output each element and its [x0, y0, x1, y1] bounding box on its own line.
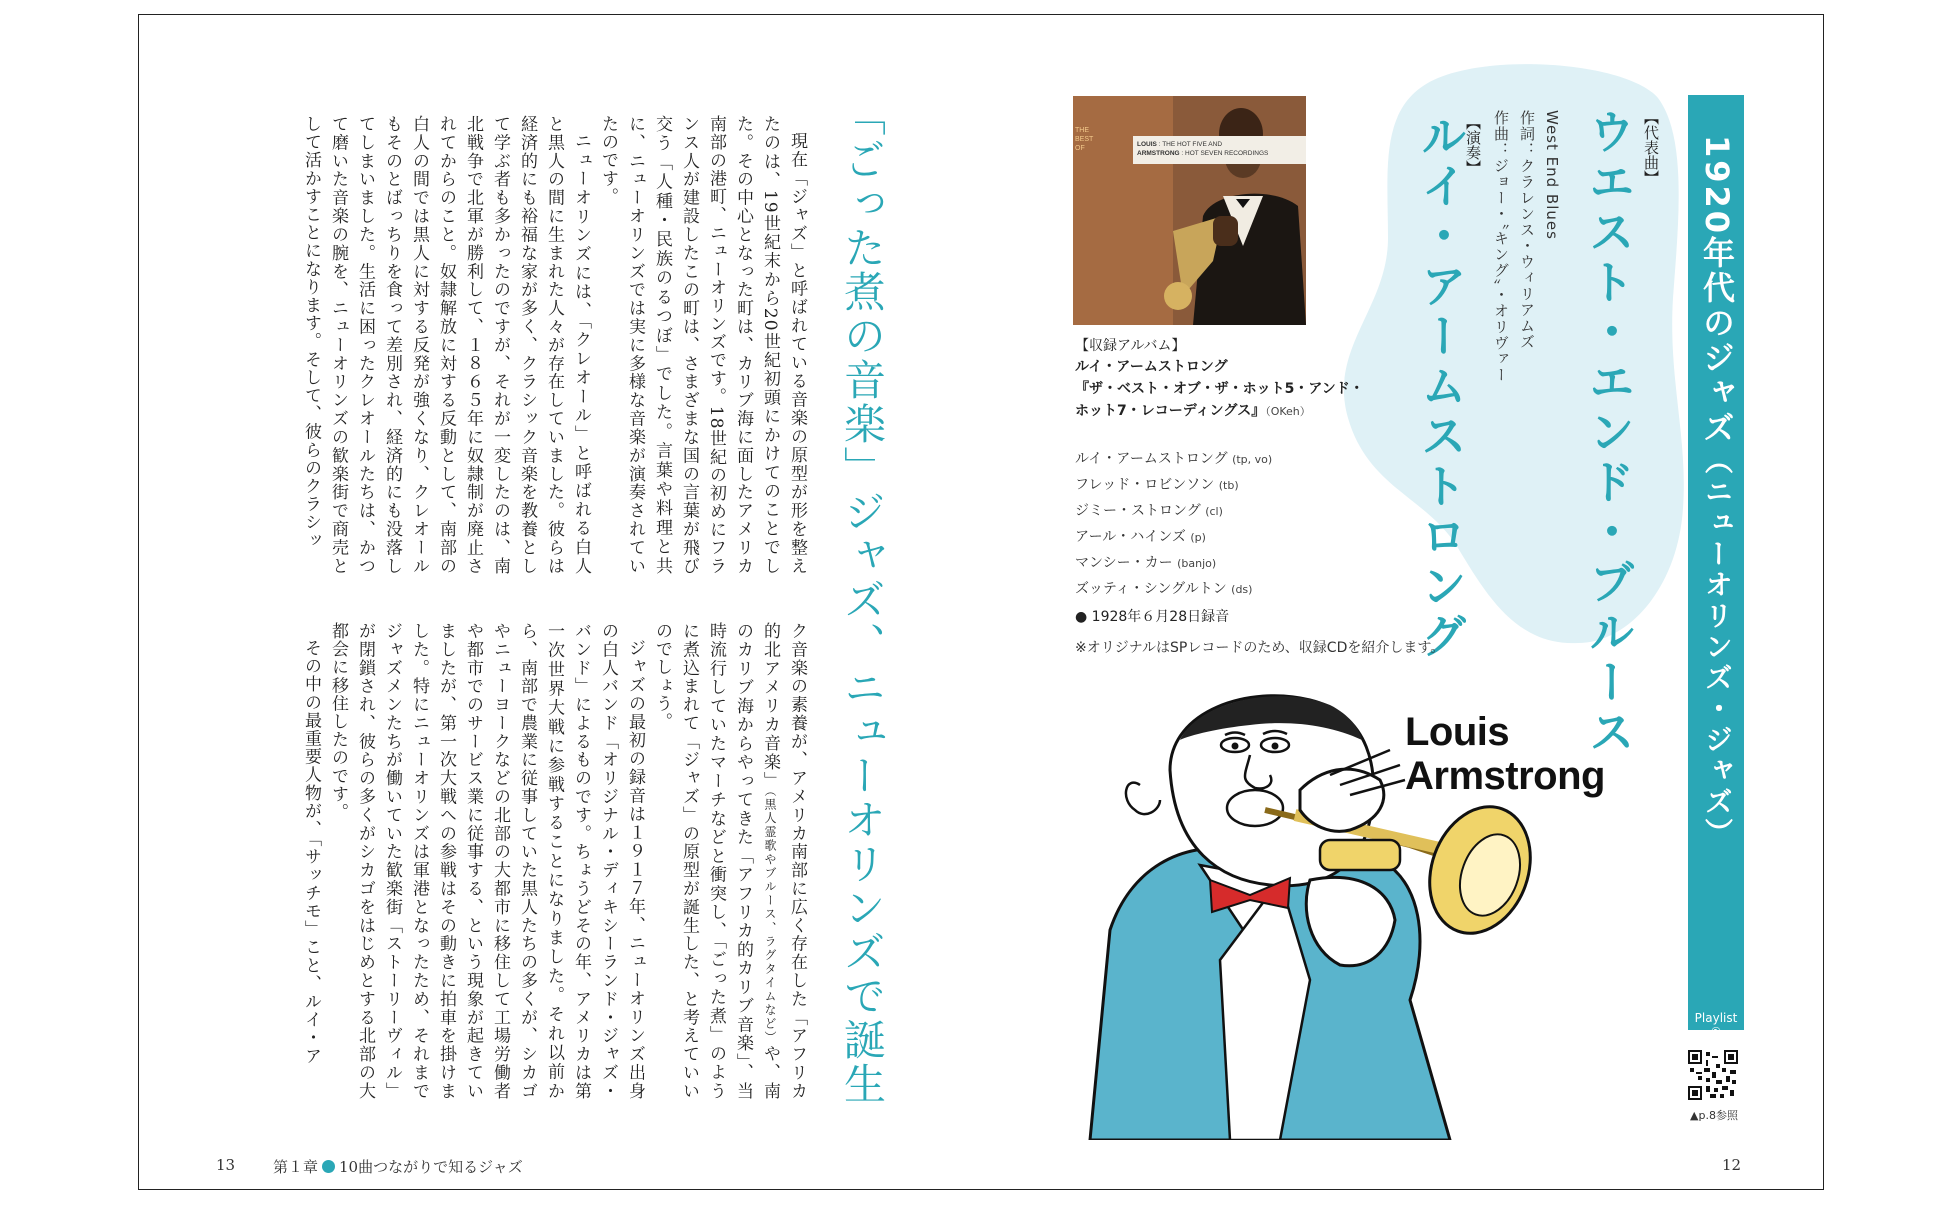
album-cover-photo — [1073, 96, 1306, 325]
paragraph: ク音楽の素養が、アメリカ南部に広く存在した「アフリカ的北アメリカ音楽」（黒人霊歌やブルース、ラグタイムなど）や、南のカリブ海からやってきた「アフリカ的カリブ音楽」、当時流行していたマーチなどと衝突し、「ごった煮」のように煮込まれて「ジャズ」の原型が誕生した、と考えていいのでしょう。 — [652, 622, 807, 1100]
paragraph: その中の最重要人物が、「サッチモ」こと、ルイ・ア — [301, 639, 321, 1065]
album-cover — [1073, 96, 1306, 325]
rep-song-tag: 【代表曲】 — [1642, 110, 1660, 185]
album-cover-top-text: THE BEST OF — [1075, 127, 1094, 152]
cd-note: ※オリジナルはSPレコードのため、収録CDを紹介します。 — [1075, 640, 1445, 656]
composer-credit: 作曲：ジョー・〝キング〟・オリヴァー — [1492, 110, 1510, 383]
section-title-main: 1920年代のジャズ — [1698, 135, 1736, 447]
playlist-badge — [1688, 1011, 1744, 1039]
performer-name: ルイ・アームストロング — [1414, 112, 1468, 662]
song-title-english: West End Blues — [1543, 110, 1561, 240]
section-title-sub: （ニューオリンズ・ジャズ） — [1701, 446, 1734, 850]
lyricist-credit: 作詞：クラレンス・ウィリアムズ — [1518, 110, 1536, 350]
song-title: ウエスト・エンド・ブルース — [1582, 108, 1636, 758]
personnel-item: マンシー・カー (banjo) — [1075, 555, 1217, 571]
playlist-number: ① — [1710, 1025, 1722, 1039]
qr-note: ▲p.8参照 — [1690, 1109, 1738, 1122]
article-column-upper — [210, 115, 810, 575]
album-tag: 【収録アルバム】 — [1075, 338, 1186, 354]
personnel-item: フレッド・ロビンソン (tb) — [1075, 477, 1239, 493]
page-number-right: 12 — [1722, 1156, 1742, 1174]
personnel-item: ズッティ・シングルトン (ds) — [1075, 581, 1253, 597]
album-title-line1: 『ザ・ベスト・オブ・ザ・ホット5・アンド・ — [1075, 381, 1364, 397]
personnel-item: ジミー・ストロング (cl) — [1075, 503, 1223, 519]
qr-code-icon[interactable] — [1688, 1050, 1738, 1100]
paragraph: ニューオリンズには、「クレオール」と呼ばれる白人と黒人の間に生まれた人々が存在していました。彼らは経済的にも裕福な家が多く、クラシック音楽を教養として学ぶ者も多かったのですが、それが一変したのは、南北戦争で北軍が勝利して、１８６５年に奴隷制が廃止されてからのこと。奴隷解放に対する反動として、南部の白人の間では黒人に対する反発が強くなり、クレオールもそのとばっちりを食って差別され、経済的にも没落してしまいました。生活に困ったクレオールたちは、かつて磨いた音楽の腕を、ニューオリンズの歓楽街で商売として活かすことになります。そして、彼らのクラシッ — [301, 115, 591, 575]
album-title-line2: ホット7・レコーディングス』（OKeh） — [1075, 403, 1311, 419]
recording-date: ● 1928年６月28日録音 — [1075, 609, 1230, 625]
section-title — [1694, 135, 1740, 849]
page-number-left: 13 — [216, 1156, 236, 1174]
personnel-item: ルイ・アームストロング (tp, vo) — [1075, 451, 1273, 467]
article-column-lower — [210, 622, 810, 1100]
bullet-dot-icon — [322, 1160, 335, 1173]
album-label: （OKeh） — [1265, 405, 1311, 418]
album-artist: ルイ・アームストロング — [1075, 359, 1228, 375]
illustration-caption: Louis Armstrong — [1405, 710, 1605, 798]
paragraph: 現在「ジャズ」と呼ばれている音楽の原型が形を整えたのは、19世紀末から20世紀初頭にかけてのことでした。その中心となった町は、カリブ海に面したアメリカ南部の港町、ニューオリンズです。18世紀の初めにフランス人が建設したこの町は、さまざまな国の言葉が飛び交う「人種・民族のるつぼ」でした。言葉や料理と共に、ニューオリンズでは実に多様な音楽が演奏されていたのです。 — [598, 115, 807, 575]
performer-tag: 【演奏】 — [1464, 115, 1482, 175]
paragraph: ジャズの最初の録音は１９１７年、ニューオリンズ出身の白人バンド「オリジナル・ディキシーランド・ジャズ・バンド」によるものです。ちょうどその年、アメリカは第一次世界大戦に参戦することになりました。それ以前から、南部で農業に従事していた黒人たちの多くが、シカゴやニューヨークなどの北部の大都市に移住して工場労働者や都市でのサービス業に従事する、という現象が起きていましたが、第一次大戦への参戦はその動きに拍車を掛けました。特にニューオリンズは軍港となったため、それまでジャズメンたちが働いていた歓楽街「ストーリーヴィル」が閉鎖され、彼らの多くがシカゴをはじめとする北部の大都会に移住したのです。 — [328, 622, 645, 1100]
article-headline: 「ごった煮の音楽」ジャズ、ニューオリンズで誕生 — [838, 94, 887, 1106]
running-head: 第１章 10曲つながりで知るジャズ — [273, 1158, 523, 1176]
personnel-item: アール・ハインズ (p) — [1075, 529, 1206, 545]
playlist-label: Playlist — [1694, 1011, 1738, 1025]
album-cover-band-text: LOUIS : THE HOT FIVE AND ARMSTRONG : HOT SEVEN RECORDINGS — [1137, 141, 1269, 157]
